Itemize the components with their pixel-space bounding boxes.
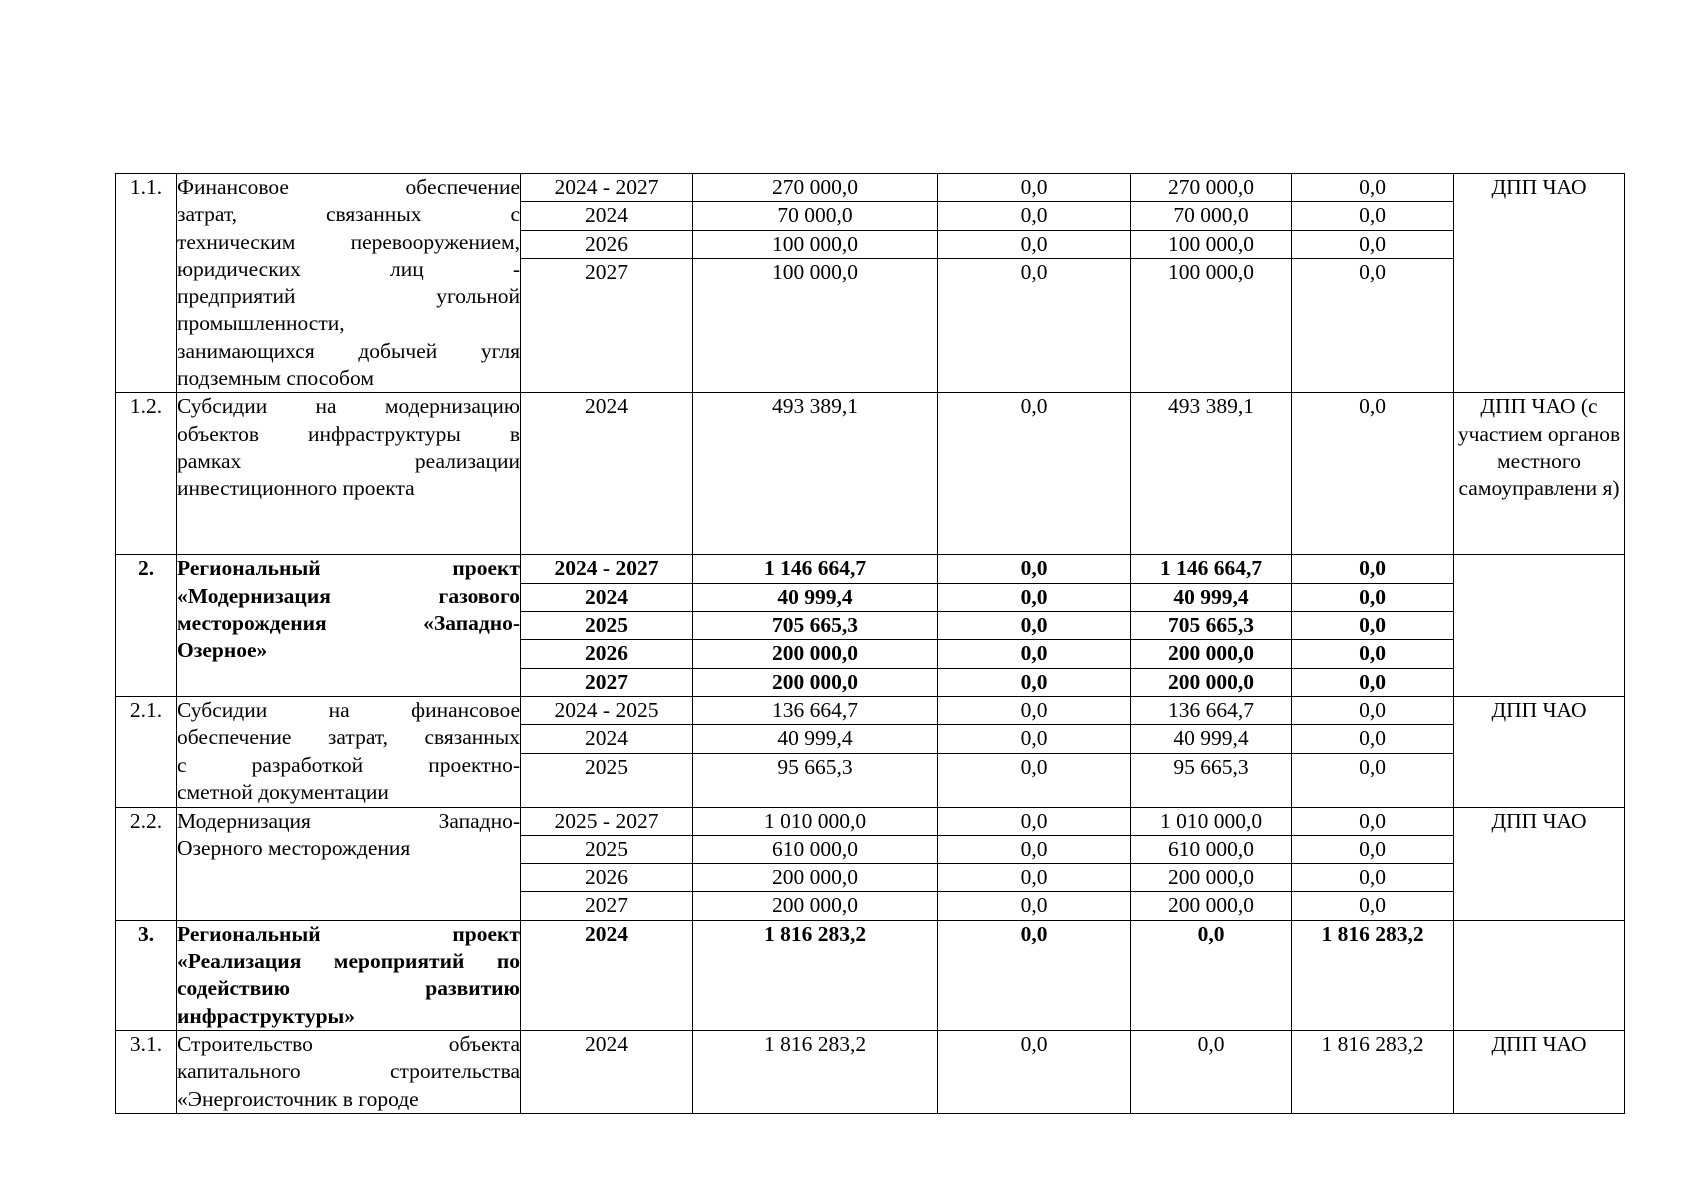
- activity-name-line: сметной документации: [177, 780, 389, 805]
- regional-budget-cell: 100 000,0: [1131, 258, 1292, 392]
- activity-name: [177, 1030, 521, 1113]
- regional-budget-cell: 40 999,4: [1131, 583, 1292, 611]
- activity-name: [177, 555, 521, 697]
- extra-budget-cell: 0,0: [1292, 668, 1454, 697]
- extra-budget-cell: 0,0: [1292, 725, 1454, 753]
- total-cell: 70 000,0: [693, 202, 938, 230]
- activity-name-line: Региональный проект: [177, 556, 520, 581]
- extra-budget-cell: 0,0: [1292, 202, 1454, 230]
- row-number: 1.1.: [116, 174, 177, 393]
- table-row: [116, 697, 1625, 725]
- period-cell: 2026: [521, 640, 693, 668]
- total-cell: 200 000,0: [693, 864, 938, 892]
- total-cell: 200 000,0: [693, 668, 938, 697]
- total-cell: 1 146 664,7: [693, 555, 938, 583]
- activity-name-line: Строительство объекта: [177, 1031, 520, 1056]
- table-row: [116, 1030, 1625, 1113]
- federal-budget-cell: 0,0: [938, 725, 1131, 753]
- period-cell: 2025 - 2027: [521, 807, 693, 835]
- federal-budget-cell: 0,0: [938, 920, 1131, 1030]
- federal-budget-cell: 0,0: [938, 611, 1131, 639]
- federal-budget-cell: 0,0: [938, 668, 1131, 697]
- row-number: 2.: [116, 555, 177, 697]
- table-row: [116, 807, 1625, 835]
- federal-budget-cell: 0,0: [938, 202, 1131, 230]
- activity-name-line: предприятий угольной: [177, 284, 520, 309]
- federal-budget-cell: 0,0: [938, 892, 1131, 920]
- activity-name-line: капитального строительства: [177, 1059, 520, 1084]
- regional-budget-cell: 95 665,3: [1131, 753, 1292, 807]
- extra-budget-cell: 0,0: [1292, 697, 1454, 725]
- activity-name-line: «Реализация мероприятий по: [177, 949, 520, 974]
- federal-budget-cell: 0,0: [938, 393, 1131, 555]
- executor-cell: ДПП ЧАО: [1454, 697, 1625, 807]
- period-cell: 2024 - 2027: [521, 174, 693, 202]
- period-cell: 2024: [521, 393, 693, 555]
- federal-budget-cell: 0,0: [938, 807, 1131, 835]
- federal-budget-cell: 0,0: [938, 230, 1131, 258]
- extra-budget-cell: 0,0: [1292, 864, 1454, 892]
- activity-name-line: Модернизация Западно-: [177, 808, 520, 833]
- row-number: 3.: [116, 920, 177, 1030]
- regional-budget-cell: 100 000,0: [1131, 230, 1292, 258]
- total-cell: 100 000,0: [693, 258, 938, 392]
- activity-name-line: Озерное»: [177, 638, 268, 663]
- activity-name-line: занимающихся добычей угля: [177, 338, 520, 363]
- activity-name-line: инфраструктуры»: [177, 1003, 356, 1028]
- total-cell: 40 999,4: [693, 583, 938, 611]
- extra-budget-cell: 0,0: [1292, 807, 1454, 835]
- regional-budget-cell: 136 664,7: [1131, 697, 1292, 725]
- regional-budget-cell: 705 665,3: [1131, 611, 1292, 639]
- table-row: [116, 393, 1625, 555]
- regional-budget-cell: 493 389,1: [1131, 393, 1292, 555]
- extra-budget-cell: 0,0: [1292, 640, 1454, 668]
- activity-name-line: Финансовое обеспечение: [177, 175, 520, 199]
- total-cell: 1 816 283,2: [693, 920, 938, 1030]
- total-cell: 705 665,3: [693, 611, 938, 639]
- period-cell: 2025: [521, 835, 693, 863]
- activity-name-line: содействию развитию: [177, 976, 520, 1001]
- table-row: [116, 555, 1625, 583]
- activity-name: [177, 807, 521, 920]
- regional-budget-cell: 200 000,0: [1131, 668, 1292, 697]
- total-cell: 270 000,0: [693, 174, 938, 202]
- row-number: 1.2.: [116, 393, 177, 555]
- period-cell: 2026: [521, 230, 693, 258]
- activity-name: [177, 697, 521, 807]
- total-cell: 100 000,0: [693, 230, 938, 258]
- activity-name-line: «Энергоисточник в городе: [177, 1086, 419, 1111]
- federal-budget-cell: 0,0: [938, 555, 1131, 583]
- activity-name: [177, 174, 521, 393]
- activity-name: [177, 393, 521, 555]
- activity-name-line: юридических лиц -: [177, 256, 520, 281]
- activity-name-line: инвестиционного проекта: [177, 476, 415, 501]
- extra-budget-cell: 1 816 283,2: [1292, 1030, 1454, 1113]
- total-cell: 1 816 283,2: [693, 1030, 938, 1113]
- federal-budget-cell: 0,0: [938, 835, 1131, 863]
- row-number: 2.2.: [116, 807, 177, 920]
- extra-budget-cell: 0,0: [1292, 258, 1454, 392]
- executor-cell: [1454, 555, 1625, 697]
- period-cell: 2025: [521, 753, 693, 807]
- extra-budget-cell: 0,0: [1292, 892, 1454, 920]
- document-page: [115, 173, 1624, 1114]
- period-cell: 2024 - 2027: [521, 555, 693, 583]
- period-cell: 2024 - 2025: [521, 697, 693, 725]
- regional-budget-cell: 0,0: [1131, 920, 1292, 1030]
- activity-name-line: промышленности,: [177, 311, 345, 336]
- extra-budget-cell: 0,0: [1292, 753, 1454, 807]
- regional-budget-cell: 70 000,0: [1131, 202, 1292, 230]
- period-cell: 2024: [521, 1030, 693, 1113]
- extra-budget-cell: 0,0: [1292, 835, 1454, 863]
- regional-budget-cell: 610 000,0: [1131, 835, 1292, 863]
- federal-budget-cell: 0,0: [938, 697, 1131, 725]
- table-row: [116, 174, 1625, 202]
- regional-budget-cell: 0,0: [1131, 1030, 1292, 1113]
- activity-name-line: месторождения «Западно-: [177, 610, 520, 635]
- extra-budget-cell: 0,0: [1292, 611, 1454, 639]
- row-number: 2.1.: [116, 697, 177, 807]
- row-number: 3.1.: [116, 1030, 177, 1113]
- federal-budget-cell: 0,0: [938, 640, 1131, 668]
- extra-budget-cell: 0,0: [1292, 583, 1454, 611]
- regional-budget-cell: 1 146 664,7: [1131, 555, 1292, 583]
- activity-name-line: затрат, связанных с: [177, 202, 520, 227]
- extra-budget-cell: 0,0: [1292, 393, 1454, 555]
- regional-budget-cell: 270 000,0: [1131, 174, 1292, 202]
- total-cell: 200 000,0: [693, 892, 938, 920]
- total-cell: 610 000,0: [693, 835, 938, 863]
- regional-budget-cell: 1 010 000,0: [1131, 807, 1292, 835]
- total-cell: 95 665,3: [693, 753, 938, 807]
- federal-budget-cell: 0,0: [938, 1030, 1131, 1113]
- activity-name-line: «Модернизация газового: [177, 583, 520, 608]
- extra-budget-cell: 1 816 283,2: [1292, 920, 1454, 1030]
- period-cell: 2027: [521, 258, 693, 392]
- table-row: [116, 920, 1625, 1030]
- federal-budget-cell: 0,0: [938, 753, 1131, 807]
- activity-name-line: обеспечение затрат, связанных: [177, 725, 520, 750]
- total-cell: 1 010 000,0: [693, 807, 938, 835]
- extra-budget-cell: 0,0: [1292, 555, 1454, 583]
- executor-cell: ДПП ЧАО: [1454, 1030, 1625, 1113]
- activity-name-line: объектов инфраструктуры в: [177, 421, 520, 446]
- executor-cell: [1454, 920, 1625, 1030]
- activity-name-line: рамках реализации: [177, 448, 520, 473]
- activity-name-line: подземным способом: [177, 366, 374, 391]
- total-cell: 40 999,4: [693, 725, 938, 753]
- period-cell: 2026: [521, 864, 693, 892]
- regional-budget-cell: 40 999,4: [1131, 725, 1292, 753]
- extra-budget-cell: 0,0: [1292, 174, 1454, 202]
- activity-name: [177, 920, 521, 1030]
- federal-budget-cell: 0,0: [938, 583, 1131, 611]
- executor-cell: ДПП ЧАО (с участием органов местного самоуправлени я): [1454, 393, 1625, 555]
- total-cell: 136 664,7: [693, 697, 938, 725]
- activity-name-line: техническим перевооружением,: [177, 229, 520, 254]
- extra-budget-cell: 0,0: [1292, 230, 1454, 258]
- regional-budget-cell: 200 000,0: [1131, 640, 1292, 668]
- period-cell: 2024: [521, 725, 693, 753]
- regional-budget-cell: 200 000,0: [1131, 892, 1292, 920]
- executor-cell: ДПП ЧАО: [1454, 807, 1625, 920]
- activity-name-line: Субсидии на финансовое: [177, 698, 520, 723]
- period-cell: 2024: [521, 583, 693, 611]
- federal-budget-cell: 0,0: [938, 174, 1131, 202]
- period-cell: 2027: [521, 668, 693, 697]
- federal-budget-cell: 0,0: [938, 864, 1131, 892]
- period-cell: 2024: [521, 920, 693, 1030]
- activity-name-line: с разработкой проектно-: [177, 752, 520, 777]
- activity-name-line: Субсидии на модернизацию: [177, 394, 520, 419]
- executor-cell: ДПП ЧАО: [1454, 174, 1625, 393]
- federal-budget-cell: 0,0: [938, 258, 1131, 392]
- budget-table: [115, 173, 1625, 1114]
- total-cell: 493 389,1: [693, 393, 938, 555]
- period-cell: 2024: [521, 202, 693, 230]
- table-body: [116, 174, 1625, 1114]
- period-cell: 2027: [521, 892, 693, 920]
- activity-name-line: Озерного месторождения: [177, 835, 411, 860]
- period-cell: 2025: [521, 611, 693, 639]
- total-cell: 200 000,0: [693, 640, 938, 668]
- activity-name-line: Региональный проект: [177, 921, 520, 946]
- regional-budget-cell: 200 000,0: [1131, 864, 1292, 892]
